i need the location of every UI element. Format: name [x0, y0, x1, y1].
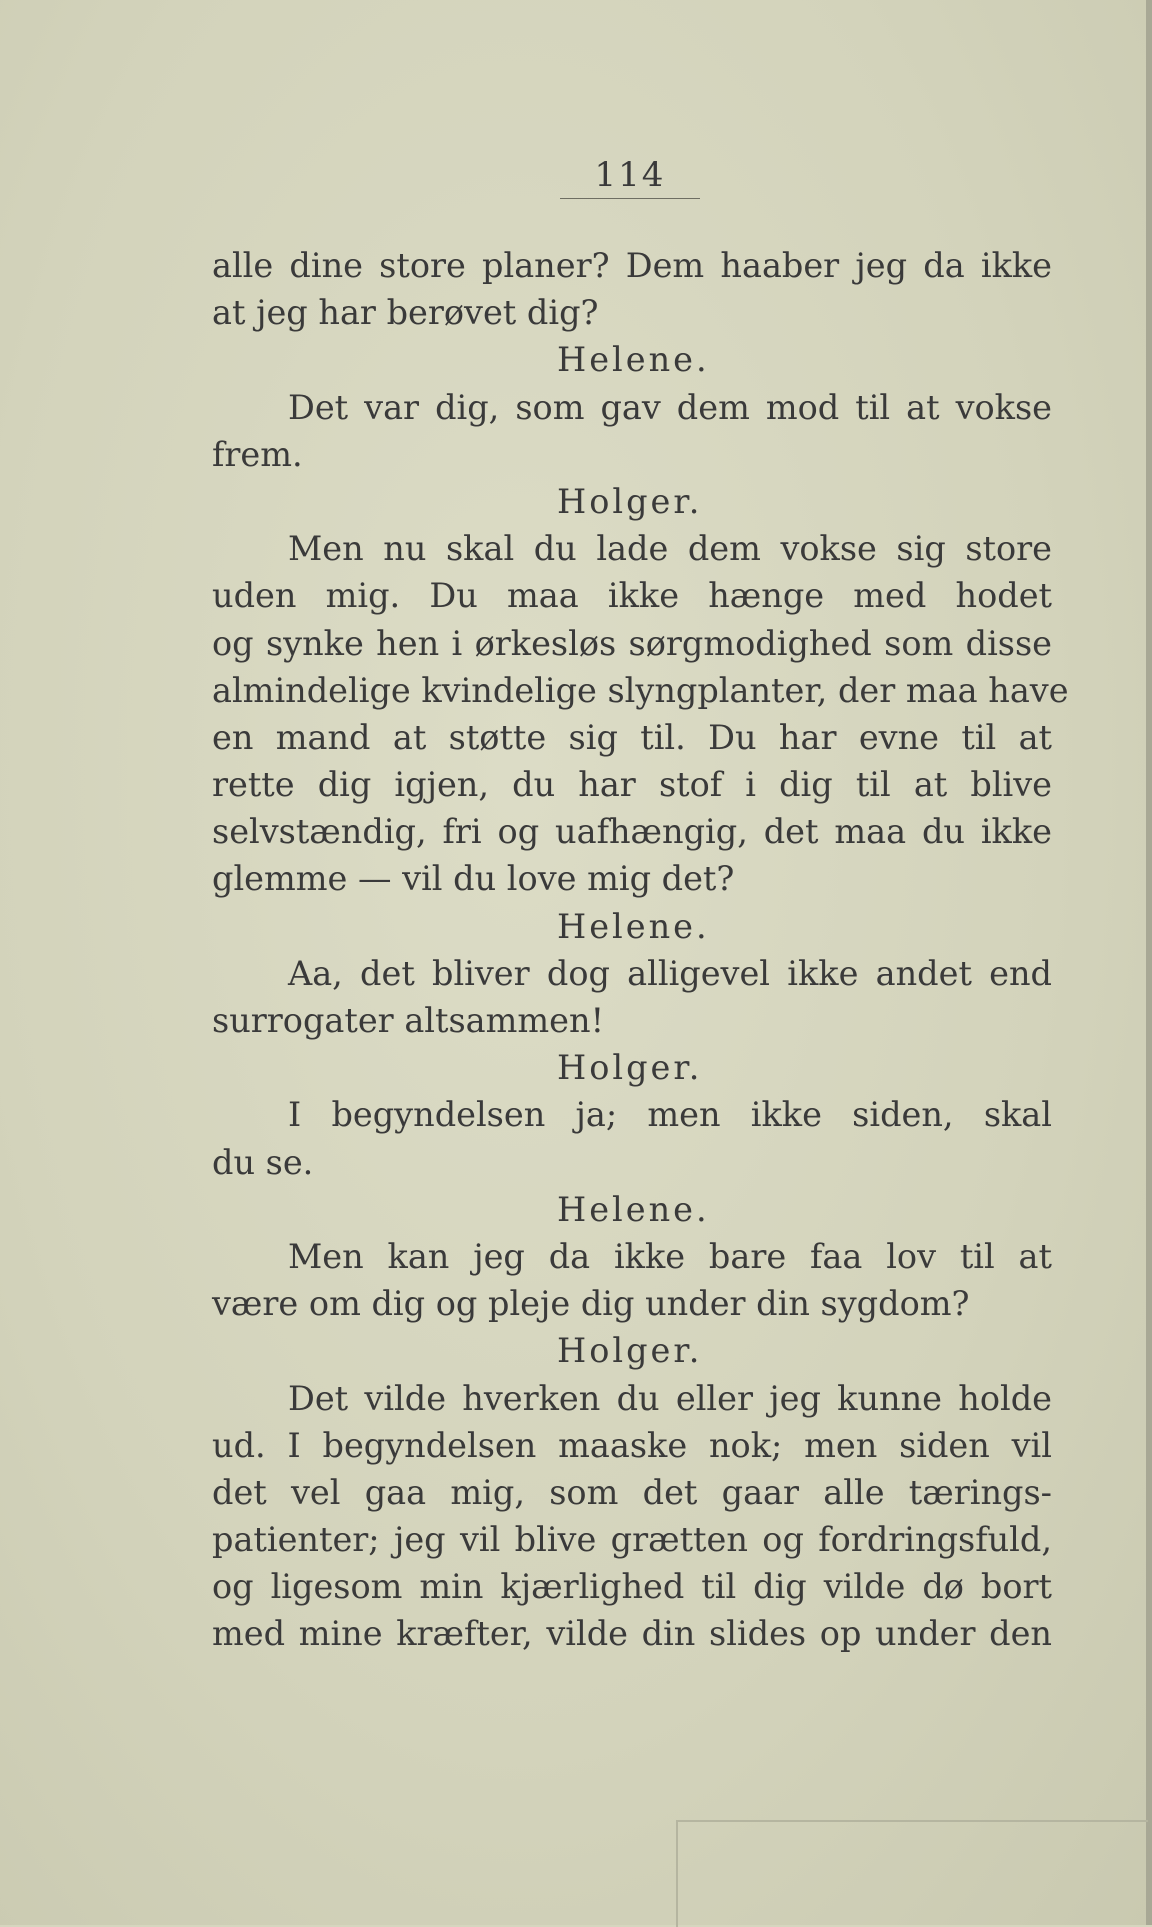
speaker-name: Helene.: [557, 906, 710, 946]
page-text: [212, 242, 1069, 1658]
text-line: frem.: [212, 434, 303, 474]
text-line: almindelige kvindelige slyngplanter, der maa have: [212, 670, 1069, 710]
text-line: glemme — vil du love mig det?: [212, 859, 735, 899]
text-line: og synke hen i ørkesløs sørgmodighed som disse: [212, 623, 1052, 663]
page-number-rule: [560, 198, 700, 199]
text-line: alle dine store planer? Dem haaber jeg da ikke: [212, 246, 1052, 285]
speaker-name: Helene.: [557, 1189, 710, 1229]
text-line: og ligesom min kjærlighed til dig vilde dø bort: [212, 1567, 1052, 1607]
text-line: selvstændig, fri og uafhængig, det maa du ikke: [212, 812, 1052, 852]
text-line: ud. I begyndelsen maaske nok; men siden vil: [212, 1425, 1052, 1465]
speaker-name: Helene.: [557, 340, 710, 380]
text-line: at jeg har berøvet dig?: [212, 293, 599, 333]
text-line: surrogater altsammen!: [212, 1001, 605, 1040]
text-line: rette dig igjen, du har stof i dig til at blive: [212, 765, 1052, 805]
speaker-name: Holger.: [557, 1048, 703, 1088]
page-edge: [1146, 0, 1152, 1925]
text-line: Aa, det bliver dog alligevel ikke andet end: [288, 953, 1052, 993]
text-line: patienter; jeg vil blive grætten og fordringsfuld,: [212, 1520, 1052, 1560]
text-line: Det vilde hverken du eller jeg kunne holde: [288, 1378, 1052, 1418]
text-line: I begyndelsen ja; men ikke siden, skal: [288, 1095, 1052, 1135]
text-line: du se.: [212, 1142, 314, 1182]
text-line: Det var dig, som gav dem mod til at vokse: [288, 387, 1052, 427]
text-line: en mand at støtte sig til. Du har evne til at: [212, 717, 1052, 757]
page-number: 114: [594, 155, 666, 195]
text-line: med mine kræfter, vilde din slides op under den: [212, 1614, 1052, 1654]
text-line: uden mig. Du maa ikke hænge med hodet: [212, 576, 1052, 616]
text-line: Men kan jeg da ikke bare faa lov til at: [288, 1236, 1052, 1276]
speaker-name: Holger.: [557, 1331, 703, 1371]
speaker-name: Holger.: [557, 481, 703, 521]
text-line: Men nu skal du lade dem vokse sig store: [288, 529, 1052, 569]
text-line: det vel gaa mig, som det gaar alle tærings-: [212, 1472, 1052, 1512]
scan-frame-mark: [676, 1820, 1148, 1927]
text-line: være om dig og pleje dig under din sygdom?: [212, 1284, 970, 1324]
